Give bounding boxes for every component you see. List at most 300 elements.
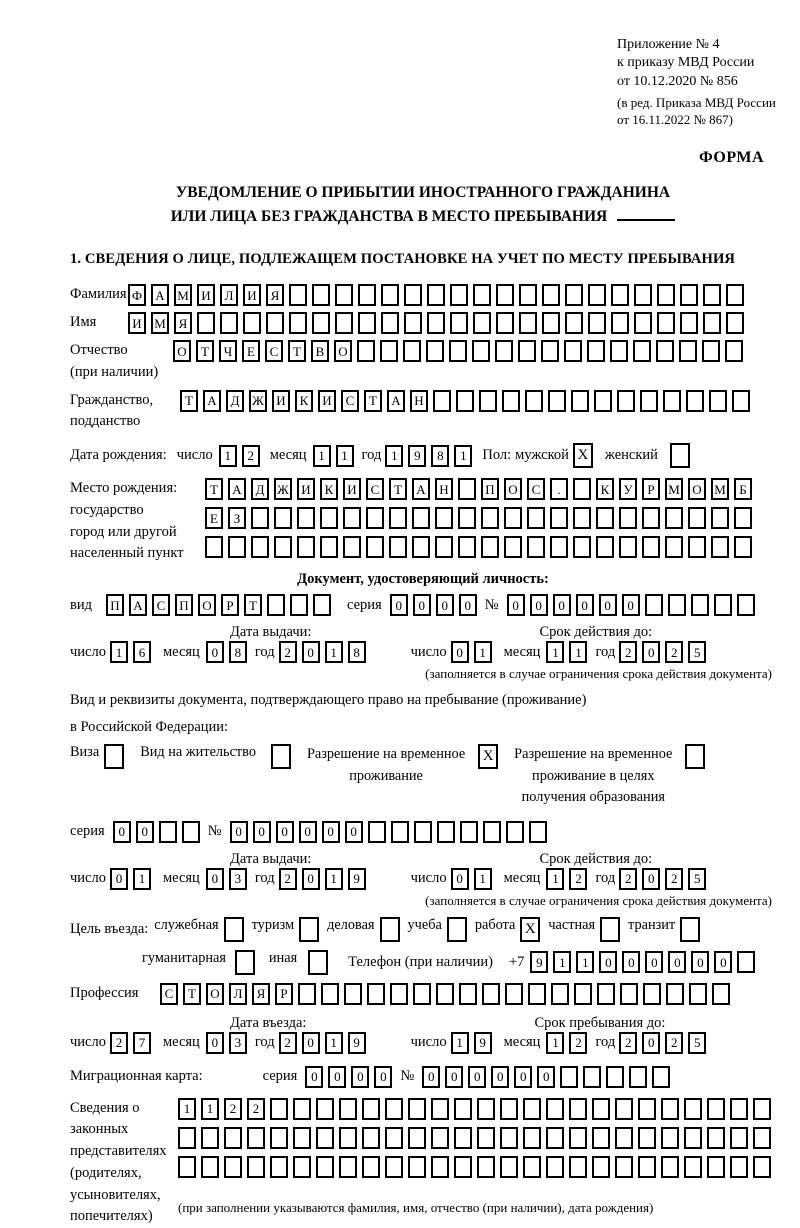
char-box[interactable] — [726, 284, 744, 306]
char-box[interactable]: Н — [410, 390, 428, 412]
char-box[interactable] — [525, 390, 543, 412]
char-box[interactable] — [270, 1127, 288, 1149]
char-box[interactable] — [316, 1156, 334, 1178]
char-box[interactable] — [500, 1156, 518, 1178]
char-box[interactable] — [737, 951, 755, 973]
char-box[interactable]: 8 — [431, 445, 449, 467]
char-box[interactable]: 9 — [348, 868, 366, 890]
char-box[interactable] — [688, 507, 706, 529]
char-box[interactable] — [588, 284, 606, 306]
char-box[interactable] — [366, 507, 384, 529]
char-box[interactable] — [571, 390, 589, 412]
char-box[interactable]: П — [175, 594, 193, 616]
char-box[interactable] — [611, 312, 629, 334]
char-box[interactable]: 0 — [530, 594, 548, 616]
char-box[interactable] — [734, 507, 752, 529]
char-box[interactable] — [201, 1127, 219, 1149]
char-box[interactable]: 1 — [553, 951, 571, 973]
char-box[interactable] — [477, 1156, 495, 1178]
purpose-humanitarian-checkbox[interactable] — [235, 950, 255, 975]
char-box[interactable]: 0 — [468, 1066, 486, 1088]
purpose-private-checkbox[interactable] — [600, 917, 620, 942]
char-box[interactable] — [592, 1156, 610, 1178]
char-box[interactable] — [546, 1098, 564, 1120]
char-box[interactable]: 9 — [530, 951, 548, 973]
char-box[interactable]: 0 — [351, 1066, 369, 1088]
char-box[interactable]: 1 — [110, 641, 128, 663]
char-box[interactable] — [542, 284, 560, 306]
char-box[interactable] — [617, 390, 635, 412]
char-box[interactable]: 1 — [576, 951, 594, 973]
char-box[interactable] — [290, 594, 308, 616]
char-box[interactable] — [343, 507, 361, 529]
char-box[interactable] — [707, 1156, 725, 1178]
char-box[interactable]: 1 — [325, 868, 343, 890]
char-box[interactable]: И — [343, 478, 361, 500]
char-box[interactable]: 0 — [622, 951, 640, 973]
char-box[interactable] — [656, 340, 674, 362]
char-box[interactable]: А — [129, 594, 147, 616]
char-box[interactable]: О — [334, 340, 352, 362]
char-box[interactable]: М — [665, 478, 683, 500]
char-box[interactable] — [703, 284, 721, 306]
option-visa-checkbox[interactable] — [104, 744, 124, 769]
char-box[interactable] — [518, 340, 536, 362]
char-box[interactable]: 0 — [436, 594, 454, 616]
char-box[interactable] — [679, 340, 697, 362]
char-box[interactable]: 2 — [279, 868, 297, 890]
char-box[interactable] — [454, 1156, 472, 1178]
char-box[interactable]: Т — [183, 983, 201, 1005]
char-box[interactable]: 0 — [642, 641, 660, 663]
char-box[interactable]: 2 — [665, 868, 683, 890]
char-box[interactable]: А — [412, 478, 430, 500]
char-box[interactable] — [437, 821, 455, 843]
char-box[interactable]: 2 — [619, 1032, 637, 1054]
char-box[interactable] — [569, 1156, 587, 1178]
char-box[interactable]: О — [206, 983, 224, 1005]
char-box[interactable] — [293, 1156, 311, 1178]
char-box[interactable] — [629, 1066, 647, 1088]
char-box[interactable]: 1 — [451, 1032, 469, 1054]
char-box[interactable]: 2 — [619, 868, 637, 890]
char-box[interactable] — [645, 594, 663, 616]
char-box[interactable]: 9 — [408, 445, 426, 467]
char-box[interactable]: Т — [196, 340, 214, 362]
char-box[interactable] — [569, 1098, 587, 1120]
purpose-work-checkbox[interactable]: X — [520, 917, 540, 942]
char-box[interactable] — [502, 390, 520, 412]
char-box[interactable] — [686, 390, 704, 412]
char-box[interactable]: 0 — [553, 594, 571, 616]
char-box[interactable]: 1 — [325, 1032, 343, 1054]
char-box[interactable] — [312, 284, 330, 306]
char-box[interactable]: 0 — [451, 641, 469, 663]
purpose-business-checkbox[interactable] — [380, 917, 400, 942]
char-box[interactable] — [408, 1098, 426, 1120]
char-box[interactable] — [668, 594, 686, 616]
char-box[interactable]: И — [318, 390, 336, 412]
char-box[interactable]: 0 — [645, 951, 663, 973]
char-box[interactable]: 0 — [113, 821, 131, 843]
char-box[interactable] — [426, 340, 444, 362]
char-box[interactable]: П — [481, 478, 499, 500]
char-box[interactable]: 0 — [322, 821, 340, 843]
char-box[interactable] — [298, 983, 316, 1005]
char-box[interactable] — [450, 284, 468, 306]
char-box[interactable] — [689, 983, 707, 1005]
char-box[interactable]: Д — [226, 390, 244, 412]
char-box[interactable] — [642, 507, 660, 529]
char-box[interactable] — [592, 1098, 610, 1120]
char-box[interactable] — [611, 284, 629, 306]
char-box[interactable] — [477, 1098, 495, 1120]
char-box[interactable] — [506, 821, 524, 843]
char-box[interactable]: С — [366, 478, 384, 500]
char-box[interactable] — [479, 390, 497, 412]
char-box[interactable]: З — [228, 507, 246, 529]
char-box[interactable] — [583, 1066, 601, 1088]
char-box[interactable] — [691, 594, 709, 616]
char-box[interactable] — [197, 312, 215, 334]
char-box[interactable]: 0 — [302, 868, 320, 890]
char-box[interactable] — [712, 983, 730, 1005]
char-box[interactable] — [730, 1127, 748, 1149]
char-box[interactable]: В — [311, 340, 329, 362]
char-box[interactable]: 2 — [569, 1032, 587, 1054]
char-box[interactable] — [459, 983, 477, 1005]
purpose-other-checkbox[interactable] — [308, 950, 328, 975]
char-box[interactable] — [358, 312, 376, 334]
char-box[interactable]: 0 — [302, 1032, 320, 1054]
char-box[interactable]: 2 — [224, 1098, 242, 1120]
char-box[interactable] — [565, 284, 583, 306]
char-box[interactable]: 0 — [390, 594, 408, 616]
char-box[interactable] — [569, 1127, 587, 1149]
char-box[interactable] — [473, 312, 491, 334]
char-box[interactable]: Р — [275, 983, 293, 1005]
char-box[interactable] — [597, 983, 615, 1005]
char-box[interactable]: 0 — [206, 1032, 224, 1054]
char-box[interactable]: 5 — [688, 1032, 706, 1054]
char-box[interactable]: 0 — [299, 821, 317, 843]
char-box[interactable] — [357, 340, 375, 362]
char-box[interactable]: 0 — [305, 1066, 323, 1088]
sex-female-checkbox[interactable] — [670, 443, 690, 468]
char-box[interactable]: 1 — [474, 868, 492, 890]
char-box[interactable]: Т — [364, 390, 382, 412]
char-box[interactable]: 2 — [110, 1032, 128, 1054]
char-box[interactable] — [385, 1156, 403, 1178]
char-box[interactable]: 8 — [229, 641, 247, 663]
char-box[interactable] — [251, 536, 269, 558]
char-box[interactable] — [615, 1127, 633, 1149]
char-box[interactable] — [431, 1098, 449, 1120]
char-box[interactable] — [454, 1098, 472, 1120]
char-box[interactable] — [594, 390, 612, 412]
char-box[interactable]: И — [243, 284, 261, 306]
char-box[interactable]: 3 — [229, 868, 247, 890]
char-box[interactable] — [289, 284, 307, 306]
char-box[interactable] — [178, 1127, 196, 1149]
char-box[interactable] — [228, 536, 246, 558]
char-box[interactable]: 1 — [546, 1032, 564, 1054]
char-box[interactable] — [684, 1098, 702, 1120]
char-box[interactable] — [362, 1098, 380, 1120]
char-box[interactable] — [247, 1156, 265, 1178]
option-residence-permit-checkbox[interactable] — [271, 744, 291, 769]
char-box[interactable] — [297, 536, 315, 558]
char-box[interactable] — [472, 340, 490, 362]
char-box[interactable] — [293, 1127, 311, 1149]
char-box[interactable]: 1 — [325, 641, 343, 663]
char-box[interactable] — [266, 312, 284, 334]
char-box[interactable]: 0 — [459, 594, 477, 616]
char-box[interactable]: Д — [251, 478, 269, 500]
char-box[interactable]: 0 — [302, 641, 320, 663]
char-box[interactable] — [730, 1098, 748, 1120]
char-box[interactable]: 0 — [374, 1066, 392, 1088]
char-box[interactable] — [519, 312, 537, 334]
char-box[interactable] — [620, 983, 638, 1005]
char-box[interactable] — [726, 312, 744, 334]
char-box[interactable]: 2 — [665, 641, 683, 663]
char-box[interactable]: И — [297, 478, 315, 500]
char-box[interactable]: Н — [435, 478, 453, 500]
char-box[interactable]: 0 — [206, 641, 224, 663]
char-box[interactable] — [753, 1127, 771, 1149]
char-box[interactable] — [592, 1127, 610, 1149]
char-box[interactable] — [541, 340, 559, 362]
char-box[interactable] — [224, 1156, 242, 1178]
char-box[interactable] — [344, 983, 362, 1005]
char-box[interactable] — [680, 312, 698, 334]
char-box[interactable]: 0 — [276, 821, 294, 843]
char-box[interactable] — [730, 1156, 748, 1178]
char-box[interactable] — [665, 507, 683, 529]
char-box[interactable] — [640, 390, 658, 412]
char-box[interactable]: 0 — [206, 868, 224, 890]
char-box[interactable] — [182, 821, 200, 843]
char-box[interactable] — [339, 1098, 357, 1120]
char-box[interactable] — [634, 284, 652, 306]
char-box[interactable]: 5 — [688, 641, 706, 663]
char-box[interactable] — [633, 340, 651, 362]
char-box[interactable]: Т — [205, 478, 223, 500]
purpose-tourism-checkbox[interactable] — [299, 917, 319, 942]
char-box[interactable] — [477, 1127, 495, 1149]
char-box[interactable] — [684, 1156, 702, 1178]
char-box[interactable] — [368, 821, 386, 843]
char-box[interactable] — [270, 1098, 288, 1120]
char-box[interactable] — [270, 1156, 288, 1178]
char-box[interactable]: 2 — [279, 641, 297, 663]
char-box[interactable] — [458, 478, 476, 500]
char-box[interactable] — [714, 594, 732, 616]
char-box[interactable]: 1 — [178, 1098, 196, 1120]
char-box[interactable]: П — [106, 594, 124, 616]
char-box[interactable]: Ч — [219, 340, 237, 362]
char-box[interactable]: 0 — [642, 868, 660, 890]
char-box[interactable] — [321, 983, 339, 1005]
char-box[interactable]: К — [295, 390, 313, 412]
char-box[interactable]: 1 — [569, 641, 587, 663]
char-box[interactable] — [638, 1156, 656, 1178]
char-box[interactable] — [473, 284, 491, 306]
char-box[interactable] — [385, 1098, 403, 1120]
char-box[interactable] — [684, 1127, 702, 1149]
char-box[interactable] — [550, 536, 568, 558]
char-box[interactable] — [711, 536, 729, 558]
char-box[interactable] — [496, 312, 514, 334]
char-box[interactable]: 0 — [413, 594, 431, 616]
char-box[interactable] — [529, 821, 547, 843]
char-box[interactable] — [339, 1127, 357, 1149]
char-box[interactable] — [289, 312, 307, 334]
char-box[interactable]: Т — [244, 594, 262, 616]
char-box[interactable] — [380, 340, 398, 362]
char-box[interactable]: Я — [266, 284, 284, 306]
char-box[interactable] — [201, 1156, 219, 1178]
char-box[interactable]: О — [688, 478, 706, 500]
char-box[interactable] — [587, 340, 605, 362]
char-box[interactable]: 1 — [201, 1098, 219, 1120]
char-box[interactable] — [433, 390, 451, 412]
char-box[interactable] — [436, 983, 454, 1005]
char-box[interactable] — [550, 507, 568, 529]
char-box[interactable]: 0 — [714, 951, 732, 973]
char-box[interactable]: 0 — [537, 1066, 555, 1088]
char-box[interactable] — [527, 536, 545, 558]
char-box[interactable]: 2 — [665, 1032, 683, 1054]
char-box[interactable] — [316, 1127, 334, 1149]
char-box[interactable] — [460, 821, 478, 843]
char-box[interactable]: Е — [205, 507, 223, 529]
char-box[interactable]: Р — [642, 478, 660, 500]
char-box[interactable] — [707, 1127, 725, 1149]
char-box[interactable] — [500, 1127, 518, 1149]
char-box[interactable] — [500, 1098, 518, 1120]
char-box[interactable] — [504, 507, 522, 529]
char-box[interactable] — [711, 507, 729, 529]
char-box[interactable]: У — [619, 478, 637, 500]
char-box[interactable] — [661, 1156, 679, 1178]
char-box[interactable]: 1 — [546, 868, 564, 890]
char-box[interactable] — [408, 1127, 426, 1149]
char-box[interactable]: Ж — [249, 390, 267, 412]
char-box[interactable] — [450, 312, 468, 334]
char-box[interactable] — [606, 1066, 624, 1088]
char-box[interactable]: 6 — [133, 641, 151, 663]
char-box[interactable] — [619, 536, 637, 558]
char-box[interactable]: С — [152, 594, 170, 616]
char-box[interactable]: М — [711, 478, 729, 500]
char-box[interactable]: Т — [389, 478, 407, 500]
char-box[interactable] — [381, 312, 399, 334]
char-box[interactable] — [293, 1098, 311, 1120]
char-box[interactable] — [523, 1098, 541, 1120]
char-box[interactable] — [220, 312, 238, 334]
char-box[interactable]: Б — [734, 478, 752, 500]
char-box[interactable]: 2 — [279, 1032, 297, 1054]
char-box[interactable] — [251, 507, 269, 529]
char-box[interactable]: 0 — [622, 594, 640, 616]
char-box[interactable] — [274, 536, 292, 558]
char-box[interactable]: 0 — [576, 594, 594, 616]
char-box[interactable] — [709, 390, 727, 412]
char-box[interactable]: Р — [221, 594, 239, 616]
char-box[interactable] — [680, 284, 698, 306]
sex-male-checkbox[interactable]: X — [573, 443, 593, 468]
char-box[interactable]: 0 — [642, 1032, 660, 1054]
char-box[interactable]: 7 — [133, 1032, 151, 1054]
char-box[interactable] — [661, 1127, 679, 1149]
char-box[interactable]: Я — [174, 312, 192, 334]
char-box[interactable] — [320, 507, 338, 529]
char-box[interactable] — [702, 340, 720, 362]
char-box[interactable] — [663, 390, 681, 412]
char-box[interactable]: 0 — [253, 821, 271, 843]
char-box[interactable] — [483, 821, 501, 843]
char-box[interactable] — [666, 983, 684, 1005]
char-box[interactable] — [596, 536, 614, 558]
char-box[interactable] — [316, 1098, 334, 1120]
char-box[interactable] — [408, 1156, 426, 1178]
char-box[interactable] — [367, 983, 385, 1005]
char-box[interactable]: 1 — [546, 641, 564, 663]
char-box[interactable]: 0 — [110, 868, 128, 890]
char-box[interactable]: 1 — [454, 445, 472, 467]
char-box[interactable]: С — [265, 340, 283, 362]
char-box[interactable] — [642, 536, 660, 558]
char-box[interactable] — [404, 312, 422, 334]
char-box[interactable]: М — [151, 312, 169, 334]
purpose-transit-checkbox[interactable] — [680, 917, 700, 942]
char-box[interactable] — [362, 1127, 380, 1149]
char-box[interactable]: 0 — [668, 951, 686, 973]
option-temp-residence-checkbox[interactable]: X — [478, 744, 498, 769]
char-box[interactable] — [732, 390, 750, 412]
char-box[interactable]: И — [197, 284, 215, 306]
char-box[interactable] — [481, 507, 499, 529]
char-box[interactable]: Т — [288, 340, 306, 362]
char-box[interactable] — [523, 1127, 541, 1149]
char-box[interactable] — [753, 1098, 771, 1120]
char-box[interactable]: 0 — [514, 1066, 532, 1088]
char-box[interactable]: 0 — [507, 594, 525, 616]
char-box[interactable] — [638, 1098, 656, 1120]
char-box[interactable] — [528, 983, 546, 1005]
char-box[interactable] — [523, 1156, 541, 1178]
char-box[interactable] — [389, 507, 407, 529]
char-box[interactable] — [435, 507, 453, 529]
char-box[interactable]: С — [160, 983, 178, 1005]
char-box[interactable] — [634, 312, 652, 334]
char-box[interactable] — [267, 594, 285, 616]
char-box[interactable] — [313, 594, 331, 616]
char-box[interactable]: Л — [229, 983, 247, 1005]
char-box[interactable] — [449, 340, 467, 362]
char-box[interactable]: 1 — [219, 445, 237, 467]
char-box[interactable] — [247, 1127, 265, 1149]
char-box[interactable] — [458, 507, 476, 529]
char-box[interactable] — [574, 983, 592, 1005]
char-box[interactable]: К — [596, 478, 614, 500]
char-box[interactable] — [274, 507, 292, 529]
char-box[interactable] — [725, 340, 743, 362]
char-box[interactable] — [431, 1156, 449, 1178]
char-box[interactable] — [546, 1156, 564, 1178]
